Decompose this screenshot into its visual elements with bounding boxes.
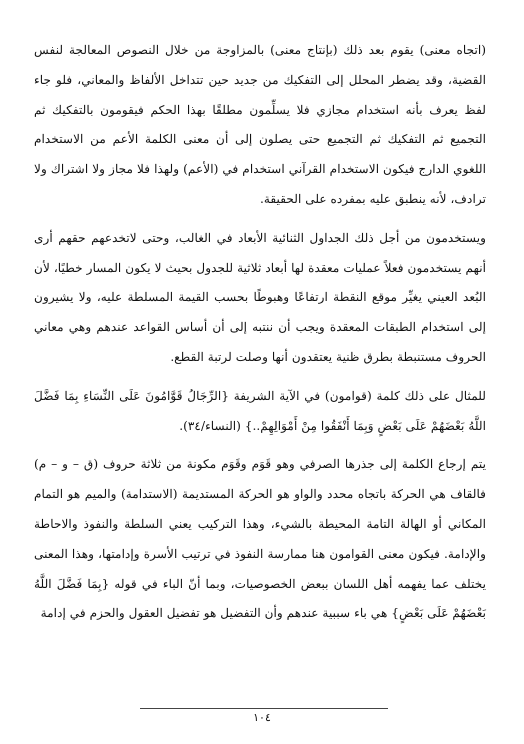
page-number: ١٠٤ — [253, 711, 271, 724]
paragraph-4: يتم إرجاع الكلمة إلى جذرها الصرفي وهو قَوَم وقَوَم مكونة من ثلاثة حروف (ق – و – م) فالقاف هي الحركة باتجاه محدد والواو هو الحركة المستديمة (الاستدامة) والميم هو التمام المكاني أو الهالة التامة المحيطة بالشيء، وهذا التركيب يعني السلطة والنفوذ والاحاطة والإدامة. فيكون معنى القوامون هنا ممارسة النفوذ في ترتيب الأسرة وإدامتها، وهذا المعنى يختلف عما يفهمه أهل اللسان ببعض الخصوصيات، وبما أنّ الباء في قوله {بِمَا فَضَّلَ اللَّهُ بَعْضَهُمْ عَلَى بَعْضٍ} هي باء سببية عندهم وأن التفضيل هو تفضيل العقول والحزم في إدامة — [34, 457, 486, 621]
footer-divider — [140, 708, 388, 709]
paragraph-1: (اتجاه معنى) يقوم بعد ذلك (بإنتاج معنى) بالمزاوجة من خلال النصوص المعالجة لنفس القضية، وقد يضطر المحلل إلى التفكيك من جديد حين تتداخل الألفاظ والمعاني، فلو جاء لفظ يعرف بأنه استخدام مجازي فلا يسلِّمون مطلقًا بهذا الحكم فيقومون بالتفكيك ثم التجميع ثم التفكيك ثم التجميع حتى يصلون إلى أن معنى الكلمة الأعم من الاستخدام اللغوي الدارج فيكون الاستخدام القرآني استخدام في (الأعم) ولهذا فلا مجاز ولا اشتراك ولا ترادف، لأنه ينطبق عليه بمفرده على الحقيقة. — [34, 43, 486, 206]
paragraph-2: ويستخدمون من أجل ذلك الجداول الثنائية الأبعاد في الغالب، وحتى لاتخدعهم حقهم أرى أنهم يستخدمون فعلاً عمليات معقدة لها أبعاد ثلاثية للجدول بحيث لا يكون المسار خطيًا، لأن البُعد العيني يغيِّر موقع النقطة ارتفاعًا وهبوطًا بحسب القيمة المسلطة عليه، ولا يشيرون إلى استخدام الطبقات المعقدة ويجب أن ننتبه إلى أن أساس القواعد عندهم وهي معاني الحروف مستنبطة بطرق ظنية يعتقدون أنها وصلت لرتبة القطع. — [34, 230, 486, 364]
paragraph-3: للمثال على ذلك كلمة (قوامون) في الآية الشريفة {الرِّجَالُ قَوَّامُونَ عَلَى النِّسَاءِ بِمَا فَضَّلَ اللَّهُ بَعْضَهُمْ عَلَى بَعْضٍ وَبِمَا أَنْفَقُوا مِنْ أَمْوَالِهِمْ..} (النساء/٣٤). — [34, 388, 486, 433]
